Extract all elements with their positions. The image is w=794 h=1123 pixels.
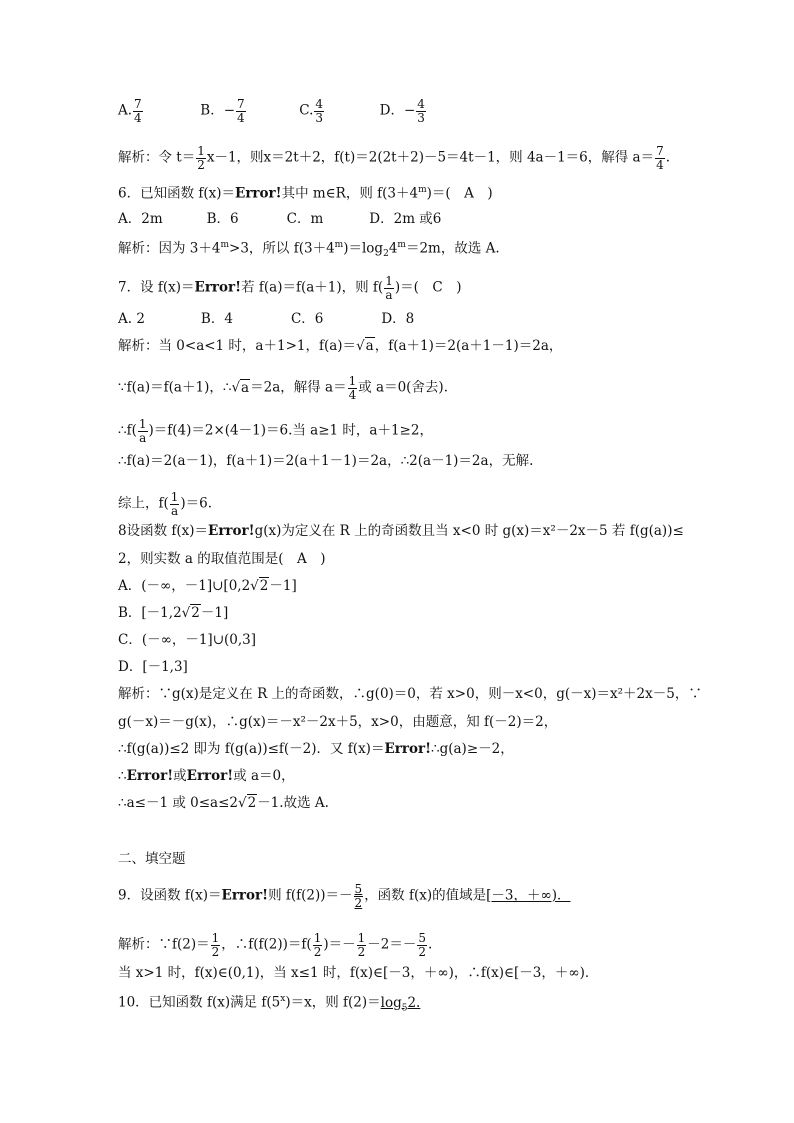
q8-solution-line-1: 解析：∵g(x)是定义在 R 上的奇函数，∴g(0)＝0，若 x>0，则－x<0，g(－x)＝x²＋2x－5，∵ [118, 686, 702, 702]
fraction: $\frac{7}{4}$ [134, 97, 142, 125]
q5-options [118, 98, 427, 124]
fraction: $\frac{1}{a}$ [170, 490, 179, 518]
section-heading: 二、填空题 [118, 851, 186, 867]
fraction: $\frac{7}{4}$ [237, 97, 245, 125]
fraction: $\frac{1}{2}$ [313, 931, 322, 959]
q8-solution-line-2: g(－x)＝－g(x)，∴g(x)＝－x²－2x＋5，x>0，由题意，知 f(－2)＝2， [118, 714, 558, 730]
answer-blank: [－3，＋∞)． [486, 887, 571, 904]
fraction: $\frac{4}{3}$ [417, 97, 425, 125]
option-a: A. [118, 102, 133, 119]
q6-stem: 6．已知函数 f(x)＝Error!其中 m∈R，则 $f(3+4^m)=$( A ) [118, 185, 493, 202]
q6-options: A．2m B．6 C．m D．2m 或6 [118, 211, 442, 227]
q8-option-a: A．(－∞，－1]∪[0,2√2－1] [118, 578, 297, 594]
q7-solution-line-3: ∴f( $\frac{1}{a}$ )＝f(4)＝2×(4－1)＝6.当 a≥1 时，a＋1≥2， [118, 417, 433, 445]
q8-stem-line-2: 2，则实数 a 的取值范围是( A ) [118, 551, 326, 567]
fraction: $\frac{4}{3}$ [315, 97, 324, 125]
fraction: $\frac{1}{a}$ [138, 417, 147, 445]
q7-solution-line-1: 解析：当 0<a<1 时，a＋1>1，f(a)＝√a，f(a＋1)＝2(a＋1－1)＝2a， [118, 338, 563, 354]
q8-solution-line-4: ∴Error!或Error!或 a＝0， [118, 768, 295, 784]
q8-stem-line-1: 8设函数 f(x)＝Error!g(x)为定义在 R 上的奇函数且当 x<0 时 g(x)＝x²－2x－5 若 f(g(a))≤ [118, 523, 684, 539]
fraction: $\frac{1}{2}$ [197, 144, 205, 172]
option-d: D．− [379, 102, 416, 119]
q10-stem: 10．已知函数 f(x)满足 $f(5^x)=x$，则 $f(2)=\log_52$. [118, 994, 421, 1014]
q9-solution-line-2: 当 x>1 时，f(x)∈(0,1)，当 x≤1 时，f(x)∈[－3，＋∞)，∴f(x)∈[－3，＋∞)． [118, 965, 599, 981]
q8-solution-line-3: ∴f(g(a))≤2 即为 f(g(a))≤f(－2)．又 f(x)＝Error!∴g(a)≥－2， [118, 741, 514, 757]
q8-option-b: B．[－1,2√2－1] [118, 605, 229, 621]
q7-stem: 7．设 f(x)＝Error!若 f(a)＝f(a＋1)，则 f( $\frac{1}{a}$ )＝( C ) [118, 274, 462, 302]
q5-solution: 解析：令 t＝ $\frac{1}{2}$ x－1，则x＝2t＋2，f(t)＝2(2t＋2)－5＝4t－1，则 4a－1＝6，解得 a＝ $\frac{7}{4}$ . [118, 144, 671, 172]
fraction: $\frac{1}{2}$ [357, 931, 366, 959]
fraction: $\frac{1}{2}$ [211, 931, 220, 959]
q7-options: A. 2 B．4 C．6 D．8 [118, 311, 415, 327]
fraction: $\frac{1}{4}$ [348, 374, 357, 402]
q8-solution-line-5: ∴a≤－1 或 0≤a≤2√2－1.故选 A. [118, 795, 329, 811]
answer-blank: $\log_52$. [380, 994, 421, 1014]
q9-solution-line-1: 解析：∵f(2)＝ $\frac{1}{2}$ ，∴f(f(2))＝f( $\frac{1}{2}$ )＝－ $\frac{1}{2}$ －2＝－ $\frac{5}{2}$ . [118, 931, 433, 959]
q8-option-d: D．[－1,3] [118, 659, 188, 675]
option-c: C. [299, 102, 314, 119]
q7-solution-line-4: ∴f(a)＝2(a－1)，f(a＋1)＝2(a＋1－1)＝2a，∴2(a－1)＝2a，无解. [118, 453, 534, 469]
fraction: $\frac{5}{2}$ [354, 882, 363, 910]
fraction: $\frac{7}{4}$ [656, 144, 664, 172]
q7-solution-line-2: ∵f(a)＝f(a＋1)，∴√a＝2a，解得 a＝ $\frac{1}{4}$ 或 a＝0(舍去). [118, 374, 448, 402]
q8-option-c: C．(－∞，－1]∪(0,3] [118, 632, 257, 648]
option-b: B．− [200, 102, 236, 119]
q7-solution-line-5: 综上，f( $\frac{1}{a}$ )＝6. [118, 490, 213, 518]
q6-solution: 解析：因为 $3+4^m>3$，所以 $f(3+4^m)=\log_24^m=2m$，故选 A. [118, 240, 500, 260]
q9-stem: 9．设函数 f(x)＝Error!则 f(f(2))＝－ $\frac{5}{2}$ ，函数 f(x)的值域是[－3，＋∞)． [118, 882, 571, 910]
fraction: $\frac{5}{2}$ [418, 931, 426, 959]
fraction: $\frac{1}{a}$ [385, 274, 393, 302]
